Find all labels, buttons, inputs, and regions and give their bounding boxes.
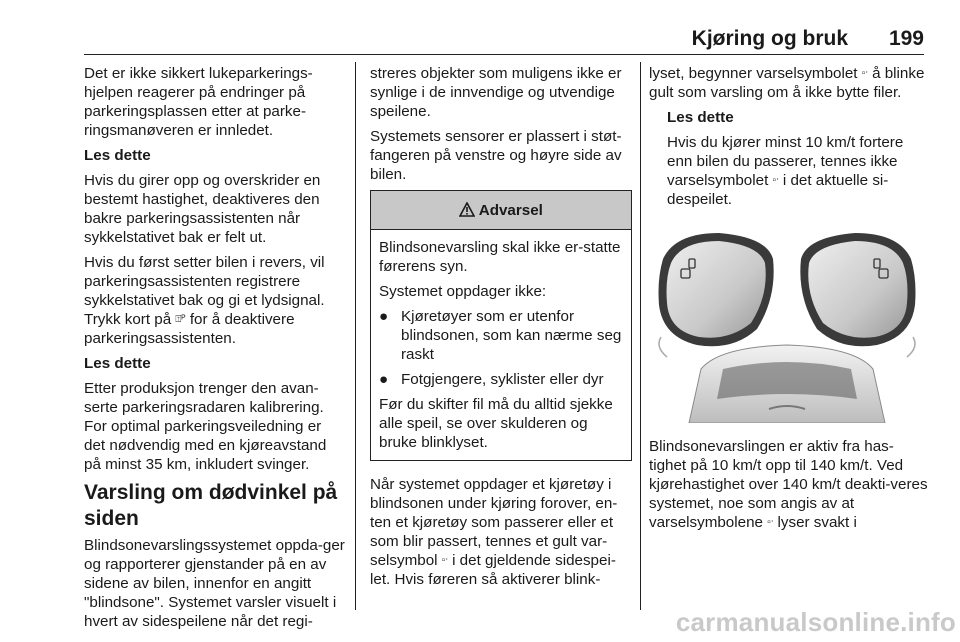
page-number: 199 [888,27,924,50]
warning-text: Før du skifter fil må du alltid sjekke alle speil, se over skulderen og bruke blinklyset. [379,396,613,451]
column-2 [370,64,632,595]
warning-box [370,190,632,461]
paragraph: streres objekter som muligens ikke er synlige i de innvendige og utvendige speilene. [370,65,622,120]
warning-text: Systemet oppdager ikke: [379,283,547,300]
text-run: å blinke gult som varsling om å ikke bytte filer. [649,65,925,101]
note-body [667,133,929,209]
page-header [0,0,960,58]
list-item [379,370,623,389]
text-run: lyset, begynner varselsymbolet [649,65,862,82]
blind-spot-icon: ▫ᐧ [441,555,448,566]
text-run: for å deaktivere parkeringsassistenten. [84,311,295,347]
text-run: Hvis du kjører minst 10 km/t fortere enn bilen du passerer, tennes ikke varselsymbolet [667,134,904,189]
blind-spot-icon: ▫ᐧ [861,68,868,79]
blind-spot-icon: ▫ᐧ [772,175,779,186]
bullet-icon: ● [379,371,389,388]
text-run: Blindsonevarslingen er aktiv fra has-tighet på 10 km/t opp til 140 km/t. Ved kjørehastighet over 140 km/t deakti-veres systemet, noe som angis av at varselsymbolene [649,438,928,531]
note [649,108,929,209]
warning-icon [459,202,479,219]
park-assist-icon: ⍐ᴾ [175,314,186,325]
bullet-icon: ● [379,308,389,325]
text-run: i det gjeldende sidespei-let. Hvis føreren så aktiverer blink- [370,552,616,588]
text-run: lyser svakt i [773,514,857,531]
column-3 [649,64,929,538]
text-run: Hvis du først setter bilen i revers, vil parkeringsassistenten registrere sykkelstativet bak og gi et lydsignal. Trykk kort på [84,254,325,328]
blind-spot-icon: ▫ᐧ [767,517,774,528]
list-item-text: Fotgjengere, syklister eller dyr [401,371,604,388]
column-divider [640,62,641,610]
note-title: Les dette [84,147,151,164]
chapter-title: Kjøring og bruk [691,27,848,50]
text-run: i det aktuelle si-despeilet. [667,172,889,208]
warning-header [371,191,631,230]
paragraph [84,253,346,348]
warning-title: Advarsel [478,202,543,219]
paragraph: Det er ikke sikkert lukeparkerings-hjelpen reagerer på endringer på parkeringsplassen etter at parke-ringsmanøveren er innledet. [84,65,313,139]
paragraph [649,64,929,102]
list-item [379,307,623,364]
note-body: Etter produksjon trenger den avan-serte parkeringsradaren kalibrering. For optimal parkeringsveiledning er det nødvendig med en kjøreavstand på minst 35 km, inkludert svinger. [84,380,327,473]
note-body: Hvis du girer opp og overskrider en bestemt hastighet, deaktiveres den bakre parkeringsassistenten når sykkelstativet bak er felt ut. [84,172,321,246]
paragraph [370,475,632,589]
watermark: carmanualsonline.info [675,607,956,637]
header-rule [84,54,924,55]
text-run: Når systemet oppdager et kjøretøy i blindsonen under kjøring forover, en-ten et kjøretøy som passerer eller et som blir passert, tennes et gult var-selsymbol [370,476,618,569]
column-1 [84,64,346,637]
column-divider [355,62,356,610]
note-title: Les dette [84,355,151,372]
paragraph: Systemets sensorer er plassert i støt-fangeren på venstre og høyre side av bilen. [370,128,622,183]
paragraph: Blindsonevarslingssystemet oppda-ger og rapporterer gjenstander på en av sidene av bilen, innenfor en angitt "blindsone". Systemet varsler visuelt i hvert av sidespeilene når det regi- [84,537,345,630]
list-item-text: Kjøretøyer som er utenfor blindsonen, som kan nærme seg raskt [401,308,622,363]
warning-text: Blindsonevarsling skal ikke er-statte førerens syn. [379,239,621,275]
mirror-image [649,219,925,423]
warning-body [371,230,631,460]
mirror-illustration [649,219,925,423]
paragraph [649,437,929,532]
section-title: Varsling om dødvinkel på siden [84,481,338,530]
note-title: Les dette [667,109,734,126]
